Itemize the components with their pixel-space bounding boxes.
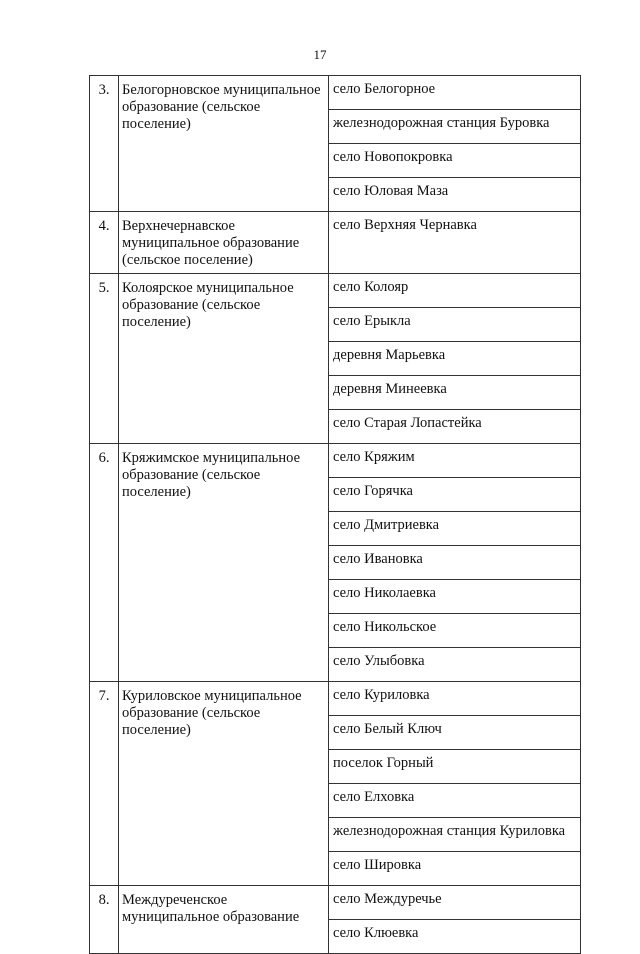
settlement-name: село Клюевка [329, 920, 581, 954]
settlement-name: село Междуречье [329, 886, 581, 920]
settlement-name: село Улыбовка [329, 648, 581, 682]
municipality-name: Верхнечернавское муниципальное образование (сельское поселение) [119, 212, 329, 274]
settlement-name: село Юловая Маза [329, 178, 581, 212]
settlement-name: село Колояр [329, 274, 581, 308]
table-row [90, 682, 581, 716]
table-body [90, 76, 581, 954]
settlement-name: село Верхняя Чернавка [329, 212, 581, 274]
settlement-name: село Белый Ключ [329, 716, 581, 750]
settlements-table [89, 75, 581, 954]
municipality-name: Колоярское муниципальное образование (сельское поселение) [119, 274, 329, 444]
page-number: 17 [313, 47, 327, 62]
settlement-name: село Куриловка [329, 682, 581, 716]
settlement-name: село Николаевка [329, 580, 581, 614]
municipality-name: Междуреченское муниципальное образование [119, 886, 329, 954]
table-row [90, 886, 581, 920]
municipality-name: Белогорновское муниципальное образование (сельское поселение) [119, 76, 329, 212]
table-row [90, 444, 581, 478]
table-row [90, 76, 581, 110]
settlement-name: село Ерыкла [329, 308, 581, 342]
row-number: 6. [90, 444, 119, 682]
row-number: 4. [90, 212, 119, 274]
settlement-name: село Шировка [329, 852, 581, 886]
settlement-name: село Белогорное [329, 76, 581, 110]
settlement-name: село Кряжим [329, 444, 581, 478]
settlement-name: село Старая Лопастейка [329, 410, 581, 444]
municipality-name: Куриловское муниципальное образование (сельское поселение) [119, 682, 329, 886]
settlement-name: село Горячка [329, 478, 581, 512]
settlement-name: село Дмитриевка [329, 512, 581, 546]
table-row [90, 212, 581, 274]
table-row [90, 274, 581, 308]
row-number: 8. [90, 886, 119, 954]
row-number: 3. [90, 76, 119, 212]
row-number: 5. [90, 274, 119, 444]
settlement-name: село Новопокровка [329, 144, 581, 178]
row-number: 7. [90, 682, 119, 886]
settlement-name: деревня Минеевка [329, 376, 581, 410]
settlement-name: железнодорожная станция Буровка [329, 110, 581, 144]
settlement-name: поселок Горный [329, 750, 581, 784]
settlement-name: село Елховка [329, 784, 581, 818]
settlement-name: село Никольское [329, 614, 581, 648]
settlement-name: село Ивановка [329, 546, 581, 580]
settlement-name: деревня Марьевка [329, 342, 581, 376]
settlement-name: железнодорожная станция Куриловка [329, 818, 581, 852]
municipality-name: Кряжимское муниципальное образование (сельское поселение) [119, 444, 329, 682]
